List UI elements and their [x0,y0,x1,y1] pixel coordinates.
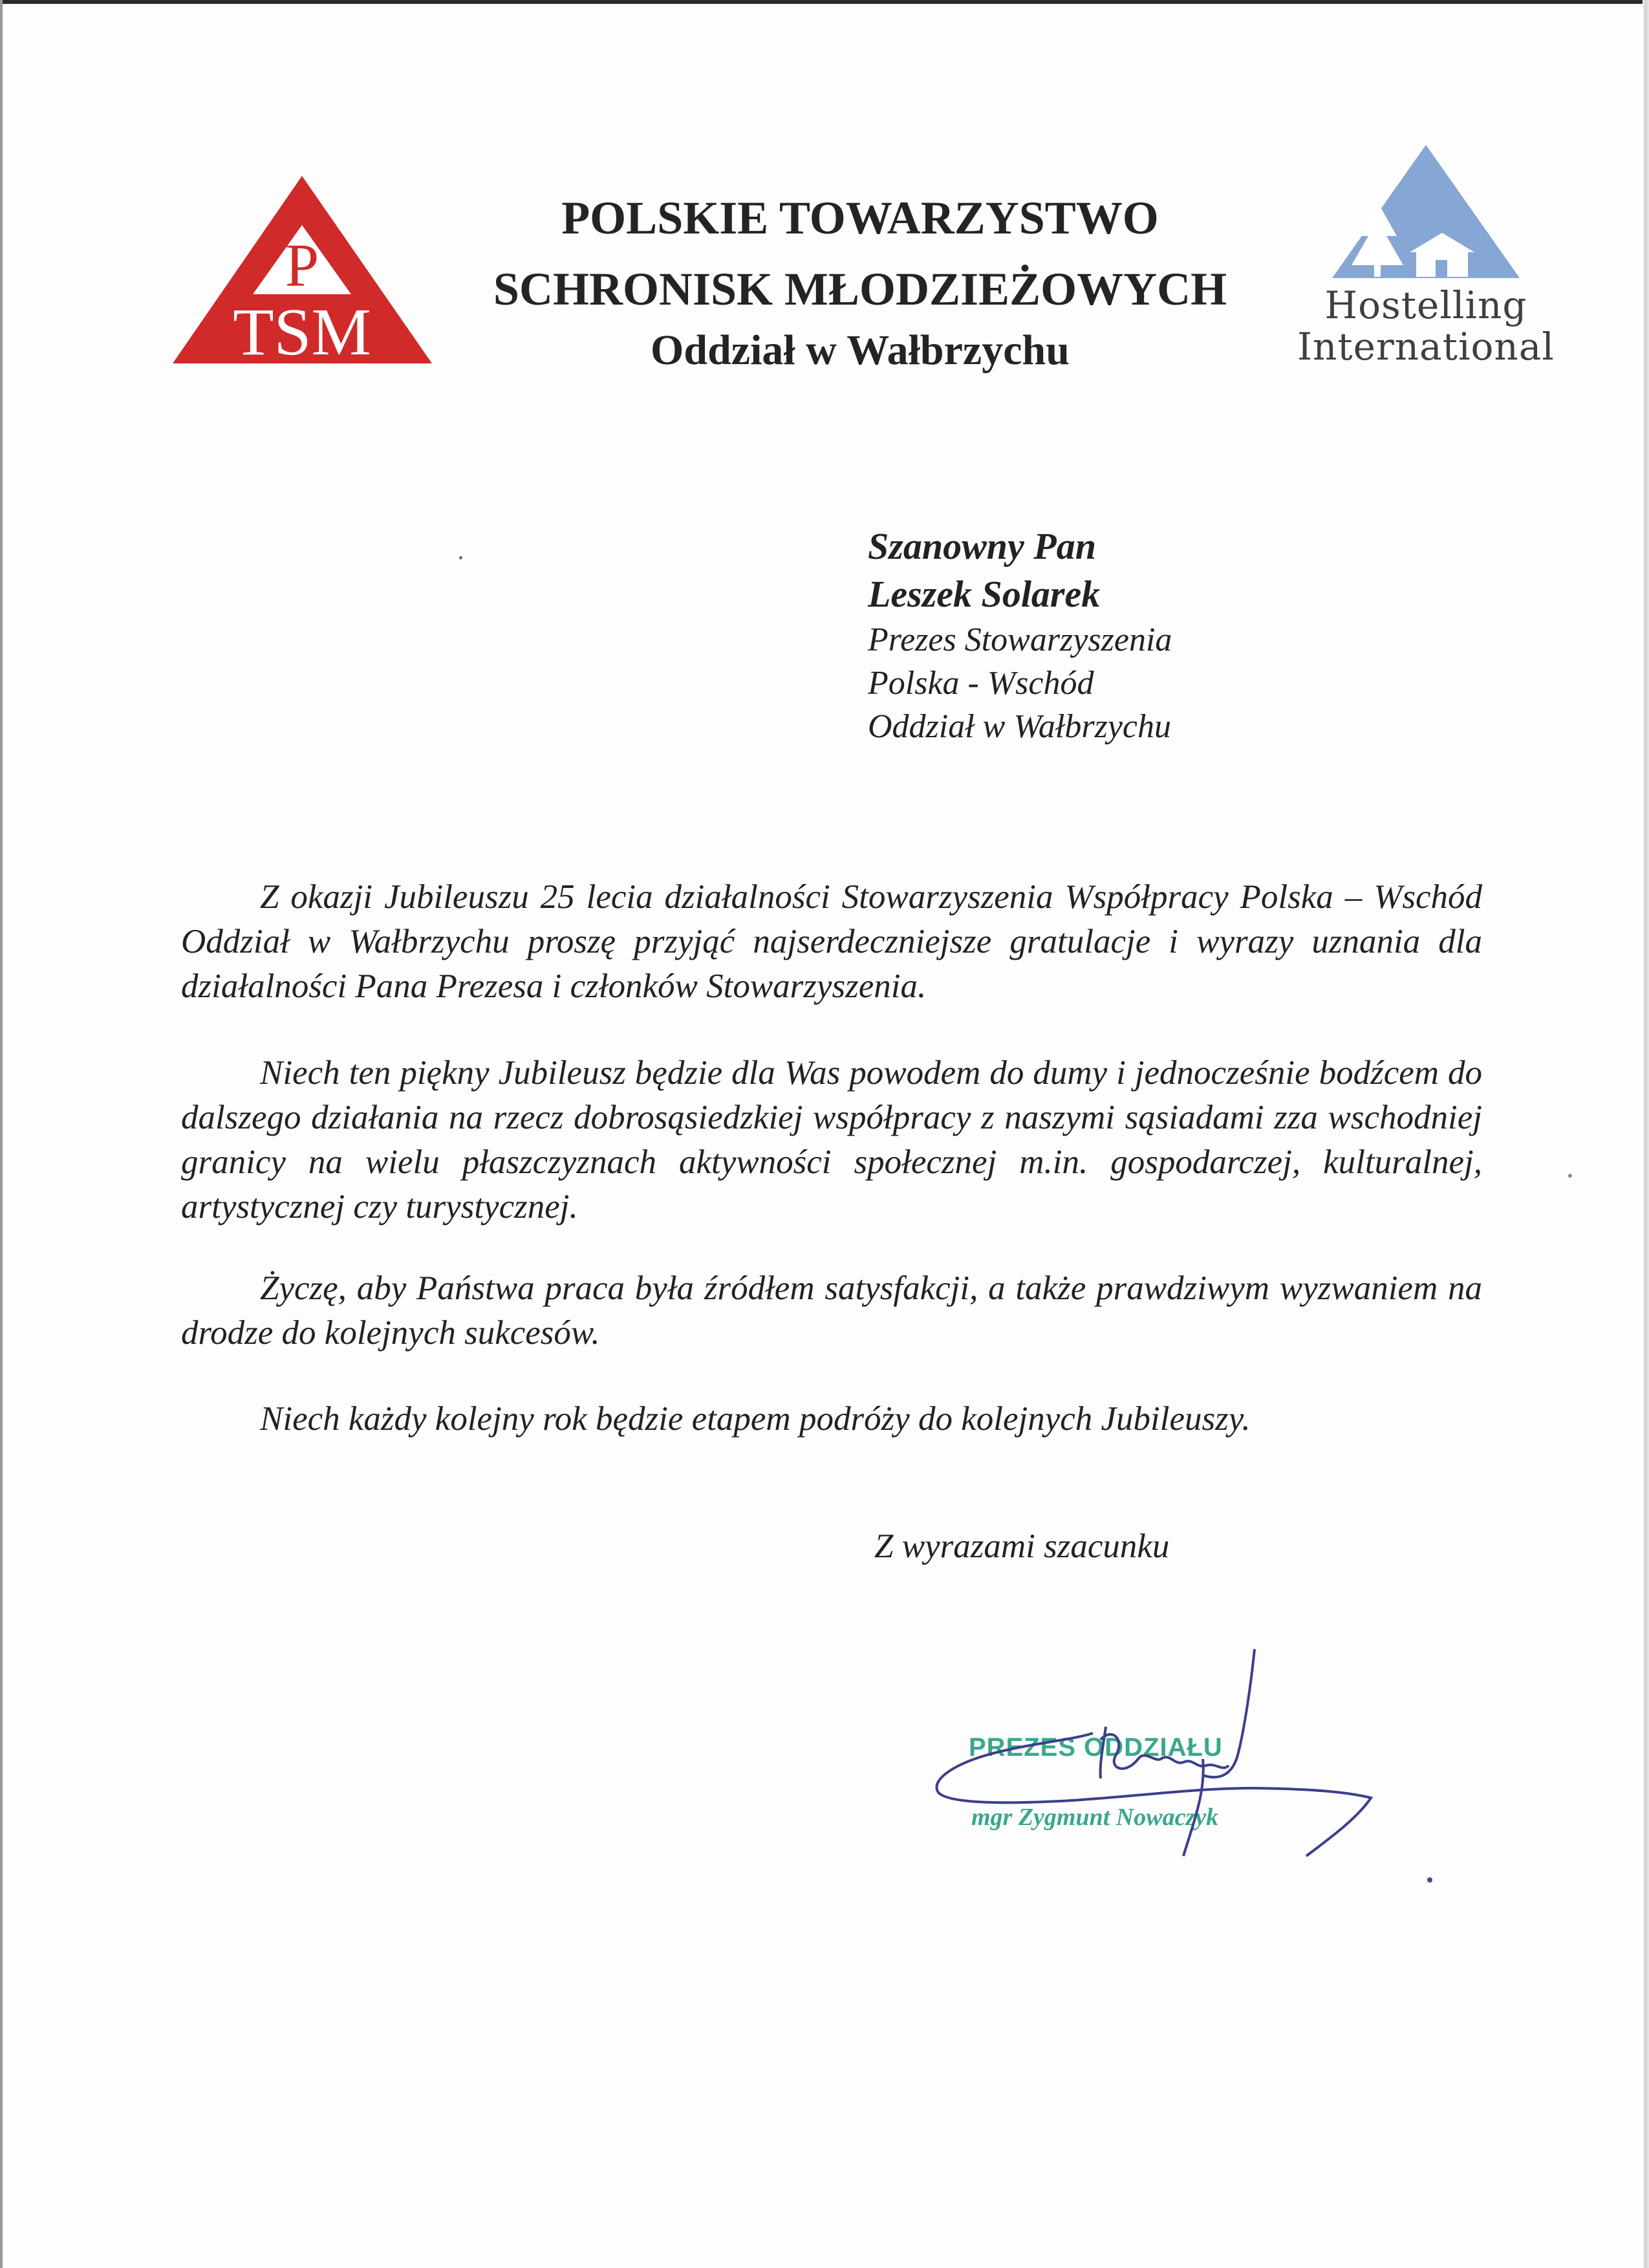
handwritten-signature [918,1643,1384,1901]
hi-logo-text-line2: International [1297,325,1555,369]
ptsm-letters-tsm: TSM [233,295,371,369]
stamp-title: PREZES ODDZIAŁU [969,1733,1223,1762]
ptsm-logo [171,175,433,369]
addressee-organization: Polska - Wschód [868,665,1094,702]
addressee-salutation: Szanowny Pan [868,525,1096,567]
org-name-line1: POLSKIE TOWARZYSTWO [561,192,1159,244]
paragraph-text: Niech każdy kolejny rok będzie etapem podróży do kolejnych Jubileuszy. [260,1400,1251,1438]
closing-phrase: Z wyrazami szacunku [874,1528,1170,1565]
scan-speck [1568,1174,1572,1178]
addressee-title: Prezes Stowarzyszenia [868,621,1172,658]
addressee-branch: Oddział w Wałbrzychu [868,708,1171,745]
paragraph-text: Niech ten piękny Jubileusz będzie dla Was powodem do dumy i jednocześnie bodźcem do dalszego działania na rzecz dobrosąsiedzkiej współpracy z naszymi sąsiadami zza wschodniej granicy na wielu płaszczyznach aktywności społecznej m.in. gospodarczej, kulturalnej, artystycznej czy turystycznej. [181,1054,1482,1226]
ptsm-letter-p: P [285,232,319,299]
scan-edge-top [0,0,1649,4]
hi-logo-text-line1: Hostelling [1324,283,1527,327]
stamp-name: mgr Zygmunt Nowaczyk [971,1804,1219,1831]
scan-edge-right [1643,0,1649,2268]
letter-paragraph [181,1266,1482,1355]
scan-speck [1427,1877,1432,1883]
paragraph-text: Z okazji Jubileuszu 25 lecia działalności Stowarzyszenia Współpracy Polska – Wschód Oddział w Wałbrzychu proszę przyjąć najserdeczniejsze gratulacje i wyrazy uznania dla działalności Pana Prezesa i członków Stowarzyszenia. [181,878,1482,1005]
scan-speck [459,556,462,559]
letter-paragraph [181,875,1482,1009]
addressee-name: Leszek Solarek [868,573,1101,615]
org-branch: Oddział w Wałbrzychu [651,327,1070,374]
letter-paragraph [181,1397,1482,1442]
scan-edge-left [0,0,3,2268]
org-name-line2: SCHRONISK MŁODZIEŻOWYCH [493,263,1227,315]
letter-paragraph [181,1051,1482,1229]
paragraph-text: Życzę, aby Państwa praca była źródłem satysfakcji, a także prawdziwym wyzwaniem na drodze do kolejnych sukcesów. [181,1269,1482,1352]
